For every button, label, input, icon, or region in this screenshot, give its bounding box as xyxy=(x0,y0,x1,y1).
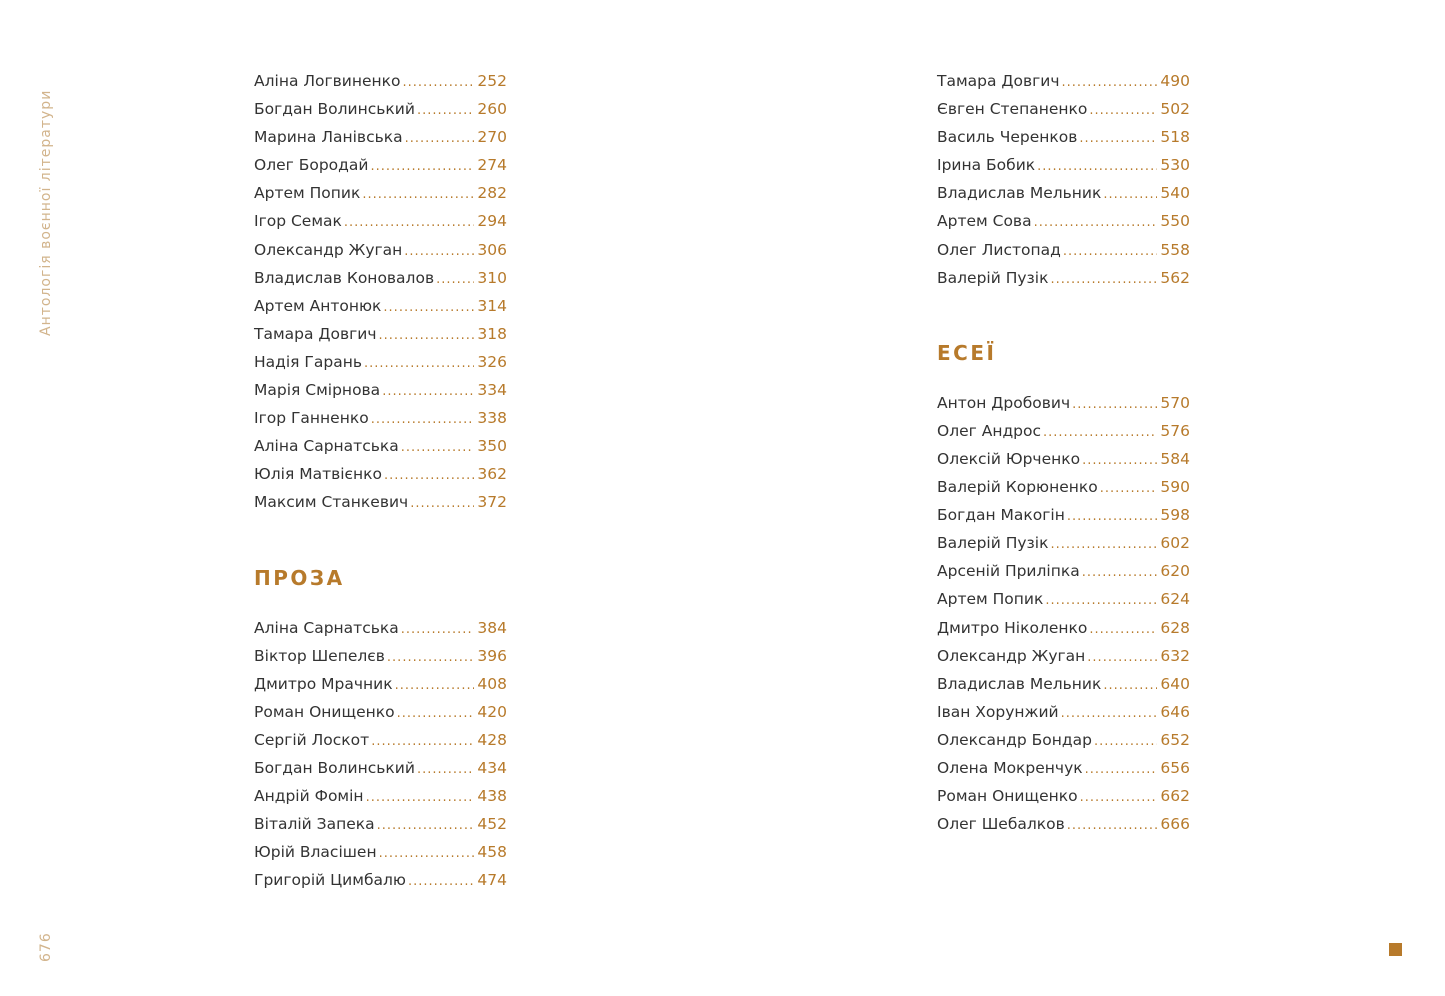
toc-entry xyxy=(937,614,1190,642)
toc-entry-author: Юрій Власішен xyxy=(254,843,377,862)
toc-entry-leader-dots xyxy=(1067,812,1158,840)
toc-entry-author: Роман Онищенко xyxy=(937,787,1078,806)
toc-entry-page: 270 xyxy=(477,128,507,147)
toc-entry-page: 434 xyxy=(477,758,507,777)
toc-entry-author: Василь Черенков xyxy=(937,128,1078,147)
toc-entry xyxy=(254,404,507,432)
section-heading-proza: ПРОЗА xyxy=(254,565,345,590)
toc-entry-author: Владислав Коновалов xyxy=(254,268,435,287)
toc-entry-page: 362 xyxy=(477,465,507,484)
toc-entry-author: Олег Бородай xyxy=(254,156,369,175)
toc-entry-author: Олена Мокренчук xyxy=(937,758,1083,777)
toc-entry-leader-dots xyxy=(344,209,475,237)
toc-entry-leader-dots xyxy=(1037,153,1157,181)
toc-entry-leader-dots xyxy=(1089,97,1157,125)
toc-entry-leader-dots xyxy=(436,266,474,294)
toc-entry-author: Марія Смірнова xyxy=(254,381,381,400)
toc-entry xyxy=(937,782,1190,810)
toc-entry xyxy=(254,614,507,642)
toc-entry-leader-dots xyxy=(1080,784,1158,812)
toc-entry-author: Богдан Волинський xyxy=(254,100,415,119)
toc-entry xyxy=(937,557,1190,585)
toc-entry-author: Олег Шебалков xyxy=(937,815,1065,834)
toc-entry-page: 590 xyxy=(1160,478,1190,497)
toc-entry xyxy=(254,754,507,782)
toc-entry-leader-dots xyxy=(1089,616,1157,644)
toc-entry xyxy=(937,417,1190,445)
toc-entry-page: 318 xyxy=(477,324,507,343)
toc-entry xyxy=(254,642,507,670)
section-heading-esei: ЕСЕЇ xyxy=(937,340,997,365)
toc-entry-leader-dots xyxy=(379,322,475,350)
toc-entry-leader-dots xyxy=(395,672,475,700)
toc-entry-page: 420 xyxy=(477,702,507,721)
toc-entry-page: 576 xyxy=(1160,421,1190,440)
toc-entry-leader-dots xyxy=(379,840,475,868)
toc-entry-page: 408 xyxy=(477,674,507,693)
toc-entry-author: Максим Станкевич xyxy=(254,493,409,512)
toc-entry-page: 540 xyxy=(1160,184,1190,203)
toc-entry-leader-dots xyxy=(410,490,474,518)
toc-entry-author: Андрій Фомін xyxy=(254,787,364,806)
toc-entry xyxy=(254,698,507,726)
toc-entry-page: 562 xyxy=(1160,268,1190,287)
toc-entry-author: Ігор Ганненко xyxy=(254,409,369,428)
toc-entry-page: 666 xyxy=(1160,815,1190,834)
toc-entry-author: Аліна Логвиненко xyxy=(254,72,401,90)
toc-entry xyxy=(254,236,507,264)
toc-entry xyxy=(254,726,507,754)
toc-entry-page: 490 xyxy=(1160,72,1190,90)
toc-entry xyxy=(937,754,1190,782)
toc-entry-leader-dots xyxy=(417,97,474,125)
toc-entry-page: 438 xyxy=(477,787,507,806)
toc-entry xyxy=(254,151,507,179)
toc-entry xyxy=(254,432,507,460)
toc-entry-author: Валерій Корюненко xyxy=(937,478,1098,497)
toc-entry-page: 282 xyxy=(477,184,507,203)
toc-entry-page: 396 xyxy=(477,646,507,665)
toc-entry-leader-dots xyxy=(1103,181,1157,209)
toc-entry-author: Богдан Макогін xyxy=(937,506,1065,525)
toc-entry-author: Олексій Юрченко xyxy=(937,449,1081,468)
toc-entry-page: 326 xyxy=(477,352,507,371)
toc-entry-page: 632 xyxy=(1160,646,1190,665)
toc-entry-page: 372 xyxy=(477,493,507,512)
toc-entry-page: 640 xyxy=(1160,674,1190,693)
toc-entry-page: 314 xyxy=(477,296,507,315)
toc-entry-page: 518 xyxy=(1160,128,1190,147)
toc-entry-author: Віталій Запека xyxy=(254,815,375,834)
toc-entry xyxy=(254,348,507,376)
toc-entry xyxy=(937,529,1190,557)
toc-entry-leader-dots xyxy=(371,728,474,756)
toc-entry xyxy=(254,320,507,348)
toc-entry xyxy=(254,866,507,894)
toc-entry-leader-dots xyxy=(401,434,475,462)
toc-entry-author: Григорій Цимбалю xyxy=(254,871,406,890)
running-header: Антологія воєнної літератури xyxy=(38,89,54,336)
toc-entry-page: 652 xyxy=(1160,730,1190,749)
toc-entry-leader-dots xyxy=(383,294,474,322)
toc-list-right-bottom xyxy=(937,389,1190,839)
toc-entry-leader-dots xyxy=(1050,531,1157,559)
toc-entry-author: Артем Попик xyxy=(254,184,361,203)
toc-entry-author: Владислав Мельник xyxy=(937,184,1102,203)
toc-entry xyxy=(254,67,507,95)
toc-entry-page: 338 xyxy=(477,409,507,428)
toc-entry-leader-dots xyxy=(1072,391,1157,419)
toc-entry-author: Іван Хорунжий xyxy=(937,702,1059,721)
toc-entry xyxy=(937,585,1190,613)
toc-entry xyxy=(254,810,507,838)
toc-entry-page: 570 xyxy=(1160,393,1190,412)
toc-entry-author: Євген Степаненко xyxy=(937,100,1088,119)
toc-entry xyxy=(937,151,1190,179)
toc-entry-author: Сергій Лоскот xyxy=(254,730,370,749)
toc-entry-page: 452 xyxy=(477,815,507,834)
toc-entry xyxy=(937,389,1190,417)
toc-entry-author: Олександр Бондар xyxy=(937,730,1092,749)
toc-entry-leader-dots xyxy=(1085,756,1158,784)
toc-entry-author: Надія Гарань xyxy=(254,352,362,371)
toc-entry-page: 350 xyxy=(477,437,507,456)
toc-entry-leader-dots xyxy=(397,700,475,728)
toc-entry-author: Олег Листопад xyxy=(937,240,1061,259)
toc-entry-leader-dots xyxy=(370,153,474,181)
toc-entry-page: 550 xyxy=(1160,212,1190,231)
toc-entry-leader-dots xyxy=(405,125,475,153)
toc-entry-leader-dots xyxy=(1087,644,1157,672)
toc-entry-author: Юлія Матвієнко xyxy=(254,465,383,484)
toc-list-left-bottom xyxy=(254,614,507,895)
toc-entry-author: Владислав Мельник xyxy=(937,674,1102,693)
toc-entry xyxy=(937,670,1190,698)
toc-entry xyxy=(254,782,507,810)
toc-entry xyxy=(937,123,1190,151)
toc-entry-page: 662 xyxy=(1160,787,1190,806)
toc-entry-leader-dots xyxy=(1043,419,1157,447)
toc-entry xyxy=(254,670,507,698)
toc-entry-page: 260 xyxy=(477,100,507,119)
toc-entry-leader-dots xyxy=(403,69,475,97)
toc-entry-leader-dots xyxy=(1050,266,1157,294)
toc-entry-leader-dots xyxy=(417,756,474,784)
toc-entry-page: 274 xyxy=(477,156,507,175)
toc-entry-page: 598 xyxy=(1160,506,1190,525)
toc-entry xyxy=(937,445,1190,473)
toc-entry-author: Аліна Сарнатська xyxy=(254,437,399,456)
toc-list-right-top xyxy=(937,67,1190,292)
toc-entry xyxy=(254,95,507,123)
toc-entry-page: 334 xyxy=(477,381,507,400)
toc-entry-leader-dots xyxy=(1045,587,1157,615)
toc-entry-page: 502 xyxy=(1160,100,1190,119)
toc-entry-leader-dots xyxy=(1061,700,1158,728)
toc-left-column xyxy=(254,67,507,894)
toc-entry xyxy=(937,501,1190,529)
toc-entry-leader-dots xyxy=(377,812,475,840)
toc-entry-leader-dots xyxy=(366,784,475,812)
toc-entry-page: 458 xyxy=(477,843,507,862)
toc-entry-leader-dots xyxy=(364,350,474,378)
toc-entry-page: 602 xyxy=(1160,534,1190,553)
toc-entry-leader-dots xyxy=(1103,672,1157,700)
toc-entry-author: Артем Попик xyxy=(937,590,1044,609)
toc-entry-leader-dots xyxy=(1100,475,1158,503)
toc-entry xyxy=(254,460,507,488)
toc-entry xyxy=(937,473,1190,501)
toc-entry xyxy=(937,642,1190,670)
toc-entry-page: 620 xyxy=(1160,562,1190,581)
toc-entry-page: 558 xyxy=(1160,240,1190,259)
toc-entry-leader-dots xyxy=(1094,728,1157,756)
toc-entry-leader-dots xyxy=(1082,559,1158,587)
toc-entry-page: 384 xyxy=(477,618,507,637)
toc-entry-author: Ірина Бобик xyxy=(937,156,1036,175)
toc-entry xyxy=(254,207,507,235)
toc-entry-leader-dots xyxy=(1082,447,1157,475)
toc-entry-author: Тамара Довгич xyxy=(937,72,1060,90)
toc-entry xyxy=(254,123,507,151)
toc-entry xyxy=(937,236,1190,264)
toc-entry-author: Роман Онищенко xyxy=(254,702,395,721)
toc-entry-leader-dots xyxy=(387,644,474,672)
toc-entry-leader-dots xyxy=(1034,209,1158,237)
toc-entry-leader-dots xyxy=(362,181,474,209)
toc-entry-page: 474 xyxy=(477,871,507,890)
toc-list-left-top xyxy=(254,67,507,517)
toc-entry-author: Марина Ланівська xyxy=(254,128,403,147)
toc-entry-author: Олександр Жуган xyxy=(254,240,403,259)
toc-entry-author: Антон Дробович xyxy=(937,393,1071,412)
toc-entry xyxy=(254,292,507,320)
toc-entry-page: 306 xyxy=(477,240,507,259)
toc-entry xyxy=(254,838,507,866)
toc-entry-leader-dots xyxy=(1079,125,1157,153)
toc-entry-page: 252 xyxy=(477,72,507,90)
toc-entry-page: 428 xyxy=(477,730,507,749)
toc-entry-author: Аліна Сарнатська xyxy=(254,618,399,637)
toc-entry xyxy=(937,207,1190,235)
toc-entry-page: 628 xyxy=(1160,618,1190,637)
toc-entry-leader-dots xyxy=(401,616,475,644)
toc-entry-author: Артем Сова xyxy=(937,212,1032,231)
toc-entry-author: Богдан Волинський xyxy=(254,758,415,777)
toc-entry-leader-dots xyxy=(404,238,474,266)
toc-entry-page: 294 xyxy=(477,212,507,231)
toc-entry-page: 530 xyxy=(1160,156,1190,175)
toc-entry-page: 584 xyxy=(1160,449,1190,468)
toc-entry-page: 646 xyxy=(1160,702,1190,721)
toc-entry-leader-dots xyxy=(382,378,474,406)
toc-right-column xyxy=(937,67,1190,838)
toc-entry xyxy=(254,376,507,404)
toc-entry-author: Валерій Пузік xyxy=(937,534,1049,553)
toc-entry-author: Олег Андрос xyxy=(937,421,1042,440)
toc-entry-author: Дмитро Мрачник xyxy=(254,674,393,693)
toc-entry xyxy=(254,488,507,516)
toc-entry-leader-dots xyxy=(408,868,474,896)
toc-entry-author: Артем Антонюк xyxy=(254,296,382,315)
toc-entry-author: Дмитро Ніколенко xyxy=(937,618,1088,637)
toc-entry xyxy=(254,179,507,207)
toc-entry-author: Олександр Жуган xyxy=(937,646,1086,665)
toc-entry-author: Ігор Семак xyxy=(254,212,342,231)
toc-entry xyxy=(254,264,507,292)
toc-entry xyxy=(937,95,1190,123)
toc-entry-page: 656 xyxy=(1160,758,1190,777)
toc-entry-leader-dots xyxy=(1062,69,1158,97)
toc-entry xyxy=(937,726,1190,754)
toc-entry-leader-dots xyxy=(384,462,474,490)
corner-marker-square xyxy=(1389,943,1402,956)
toc-entry-author: Арсеній Приліпка xyxy=(937,562,1080,581)
toc-entry-page: 624 xyxy=(1160,590,1190,609)
toc-entry-leader-dots xyxy=(1067,503,1158,531)
toc-entry xyxy=(937,264,1190,292)
toc-entry xyxy=(937,179,1190,207)
toc-entry-author: Віктор Шепелєв xyxy=(254,646,385,665)
toc-entry xyxy=(937,810,1190,838)
toc-entry-author: Тамара Довгич xyxy=(254,324,377,343)
toc-entry xyxy=(937,67,1190,95)
toc-entry-leader-dots xyxy=(1063,238,1158,266)
toc-entry-leader-dots xyxy=(371,406,475,434)
toc-entry-author: Валерій Пузік xyxy=(937,268,1049,287)
toc-entry xyxy=(937,698,1190,726)
page-number: 676 xyxy=(38,932,54,962)
toc-entry-page: 310 xyxy=(477,268,507,287)
